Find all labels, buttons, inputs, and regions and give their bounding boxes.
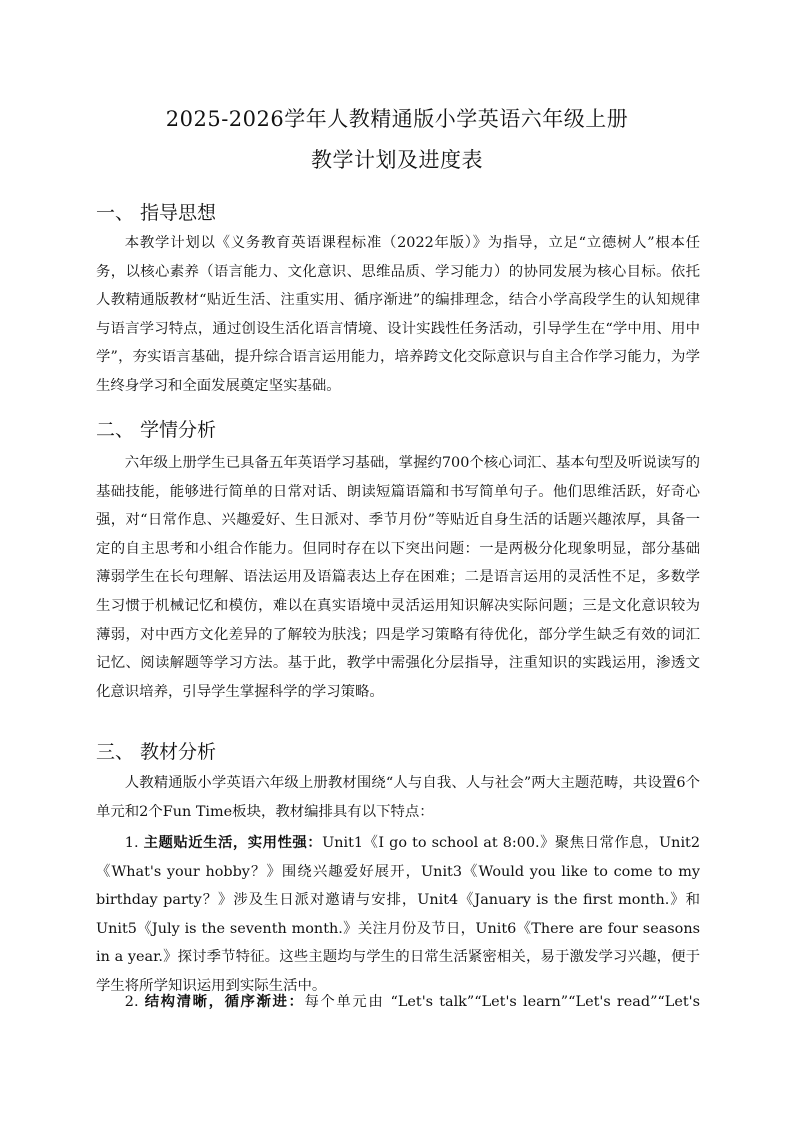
paragraph-student-analysis: 六年级上册学生已具备五年英语学习基础，掌握约700个核心词汇、基本句型及听说读写的基础技能，能够进行简单的日常对话、朗读短篇语篇和书写简单句子。他们思维活跃，好奇心强，对“日常作息、兴趣爱好、生日派对、季节月份”等贴近自身生活的话题兴趣浓厚，具备一定的自主思考和小组合作能力。但同时存在以下突出问题：一是两极分化现象明显，部分基础薄弱学生在长句理解、语法运用及语篇表达上存在困难；二是语言运用的灵活性不足，多数学生习惯于机械记忆和模仿，难以在真实语境中灵活运用知识解决实际问题；三是文化意识较为薄弱，对中西方文化差异的了解较为肤浅；四是学习策略有待优化，部分学生缺乏有效的词汇记忆、阅读解题等学习方法。基于此，教学中需强化分层指导，注重知识的实践运用，渗透文化意识培养，引导学生掌握科学的学习策略。 [96,455,700,700]
document-subtitle: 教学计划及进度表 [311,148,483,172]
paragraph-textbook-intro: 人教精通版小学英语六年级上册教材围绕“人与自我、人与社会”两大主题范畴，共设置6个单元和2个Fun Time板块，教材编排具有以下特点： [96,775,700,820]
document-title: 2025-2026学年人教精通版小学英语六年级上册 [165,107,629,131]
point-heading: 结构清晰，循序渐进： [144,993,305,1010]
textbook-point-1 [96,829,700,1001]
point-number: 2. [124,994,145,1010]
section-heading-student-analysis: 二、 学情分析 [96,419,217,441]
point-number: 1. [124,835,144,851]
textbook-point-2 [96,988,700,1017]
section-heading-guiding-ideology: 一、 指导思想 [96,202,217,224]
point-text: Unit1《I go to school at 8:00.》聚焦日常作息，Unit2《What's your hobby？》围绕兴趣爱好展开，Unit3《Would you like to come to my birthday party？》涉及生日派对邀请与安排，Unit4《January is the first month.》和Unit5《July is the seventh month.》关注月份及节日，Unit6《There are four seasons in a year.》探讨季节特征。这些主题均与学生的日常生活紧密相关，易于激发学习兴趣，便于学生将所学知识运用到实际生活中。 [96,835,700,994]
point-text: 每个单元由 “Let's talk”“Let's learn”“Let's read”“Let's [304,994,700,1010]
section-heading-textbook-analysis: 三、 教材分析 [96,741,217,763]
point-heading: 主题贴近生活，实用性强： [143,834,323,851]
paragraph-guiding-ideology: 本教学计划以《义务教育英语课程标准（2022年版）》为指导，立足“立德树人”根本任务，以核心素养（语言能力、文化意识、思维品质、学习能力）的协同发展为核心目标。依托人教精通版教材“贴近生活、注重实用、循序渐进”的编排理念，结合小学高段学生的认知规律与语言学习特点，通过创设生活化语言情境、设计实践性任务活动，引导学生在“学中用、用中学”，夯实语言基础，提升综合语言运用能力，培养跨文化交际意识与自主合作学习能力，为学生终身学习和全面发展奠定坚实基础。 [96,235,700,394]
